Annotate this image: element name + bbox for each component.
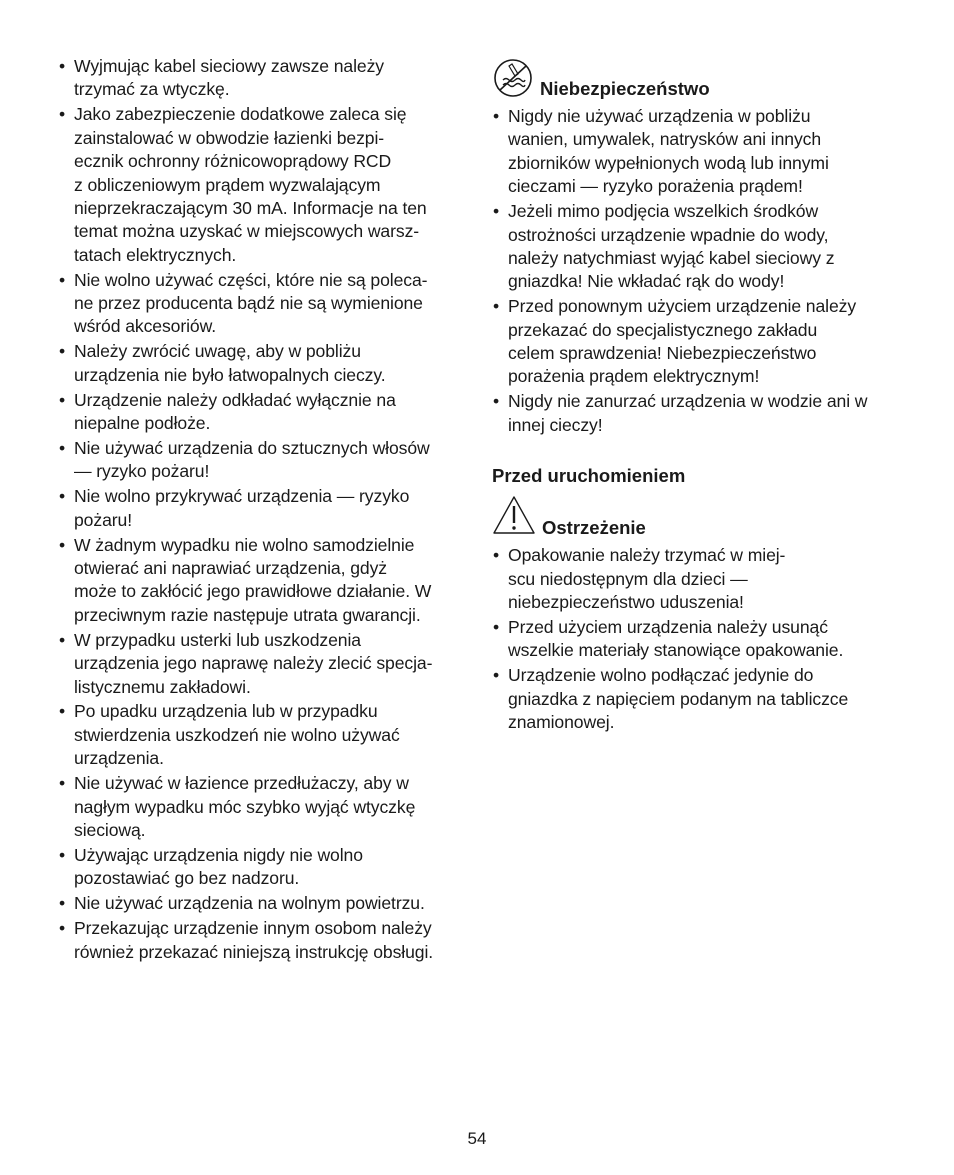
warning-heading-text: Ostrzeżenie	[542, 517, 646, 539]
danger-heading	[492, 58, 902, 103]
preparation-heading	[492, 465, 902, 487]
list-item: • Przed ponownym użyciem urządzenie należy przekazać do specjalistycznego zakładu celem sprawdzenia! Niebezpieczeństwo porażenia prądem elektrycznym!	[492, 295, 902, 389]
list-item: • Opakowanie należy trzymać w miej- scu niedostępnym dla dzieci — niebezpieczeństwo uduszenia!	[492, 544, 902, 614]
danger-heading-text: Niebezpieczeństwo	[540, 78, 710, 99]
list-item: • Nigdy nie zanurzać urządzenia w wodzie ani w innej cieczy!	[492, 390, 902, 437]
list-item: • Nie używać urządzenia na wolnym powietrzu.	[58, 892, 468, 915]
list-item: • Urządzenie wolno podłączać jedynie do gniazdka z napięciem podanym na tabliczce znamionowej.	[492, 664, 902, 734]
list-item: • W żadnym wypadku nie wolno samodzielnie otwierać ani naprawiać urządzenia, gdyż może to zakłócić jego prawidłowe działanie. W przeciwnym razie następuje utrata gwarancji.	[58, 534, 468, 628]
list-item: • Jeżeli mimo podjęcia wszelkich środków ostrożności urządzenie wpadnie do wody, należy natychmiast wyjąć kabel sieciowy z gniazdka! Nie wkładać rąk do wody!	[492, 200, 902, 294]
list-item: • Nie używać w łazience przedłużaczy, aby w nagłym wypadku móc szybko wyjąć wtyczkę sieciową.	[58, 772, 468, 842]
list-item: • Nie wolno używać części, które nie są poleca- ne przez producenta bądź nie są wymienione wśród akcesoriów.	[58, 269, 468, 339]
warning-heading	[492, 495, 902, 540]
list-item: • Nie używać urządzenia do sztucznych włosów — ryzyko pożaru!	[58, 437, 468, 484]
list-item: • Nigdy nie używać urządzenia w pobliżu wanien, umywalek, natrysków ani innych zbiorników wypełnionych wodą lub innymi cieczami — ryzyko porażenia prądem!	[492, 105, 902, 199]
list-item: • W przypadku usterki lub uszkodzenia urządzenia jego naprawę należy zlecić specja- listycznemu zakładowi.	[58, 629, 468, 699]
danger-list	[492, 105, 902, 437]
list-item: • Jako zabezpieczenie dodatkowe zaleca się zainstalować w obwodzie łazienki bezpi- ecznik ochronny różnicowoprądowy RCD z obliczeniowym prądem wyzwalającym nieprzekraczającym 30 mA. Informacje na ten temat można uzyskać w miejscowych warsz- tatach elektrycznych.	[58, 103, 468, 267]
list-item: • Urządzenie należy odkładać wyłącznie na niepalne podłoże.	[58, 389, 468, 436]
warning-triangle-icon	[492, 495, 536, 540]
safety-instructions-list	[58, 55, 468, 964]
list-item: • Przed użyciem urządzenia należy usunąć wszelkie materiały stanowiące opakowanie.	[492, 616, 902, 663]
page-number: 54	[467, 1129, 487, 1148]
no-water-icon	[492, 58, 534, 103]
list-item: • Wyjmując kabel sieciowy zawsze należy trzymać za wtyczkę.	[58, 55, 468, 102]
preparation-heading-text: Przed uruchomieniem	[492, 465, 686, 487]
warning-list	[492, 544, 902, 734]
list-item: • Używając urządzenia nigdy nie wolno pozostawiać go bez nadzoru.	[58, 844, 468, 891]
list-item: • Po upadku urządzenia lub w przypadku stwierdzenia uszkodzeń nie wolno używać urządzenia.	[58, 700, 468, 770]
list-item: • Nie wolno przykrywać urządzenia — ryzyko pożaru!	[58, 485, 468, 532]
left-column	[58, 55, 468, 965]
list-item: • Przekazując urządzenie innym osobom należy również przekazać niniejszą instrukcję obsługi.	[58, 917, 468, 964]
right-column	[492, 58, 902, 736]
list-item: • Należy zwrócić uwagę, aby w pobliżu urządzenia nie było łatwopalnych cieczy.	[58, 340, 468, 387]
